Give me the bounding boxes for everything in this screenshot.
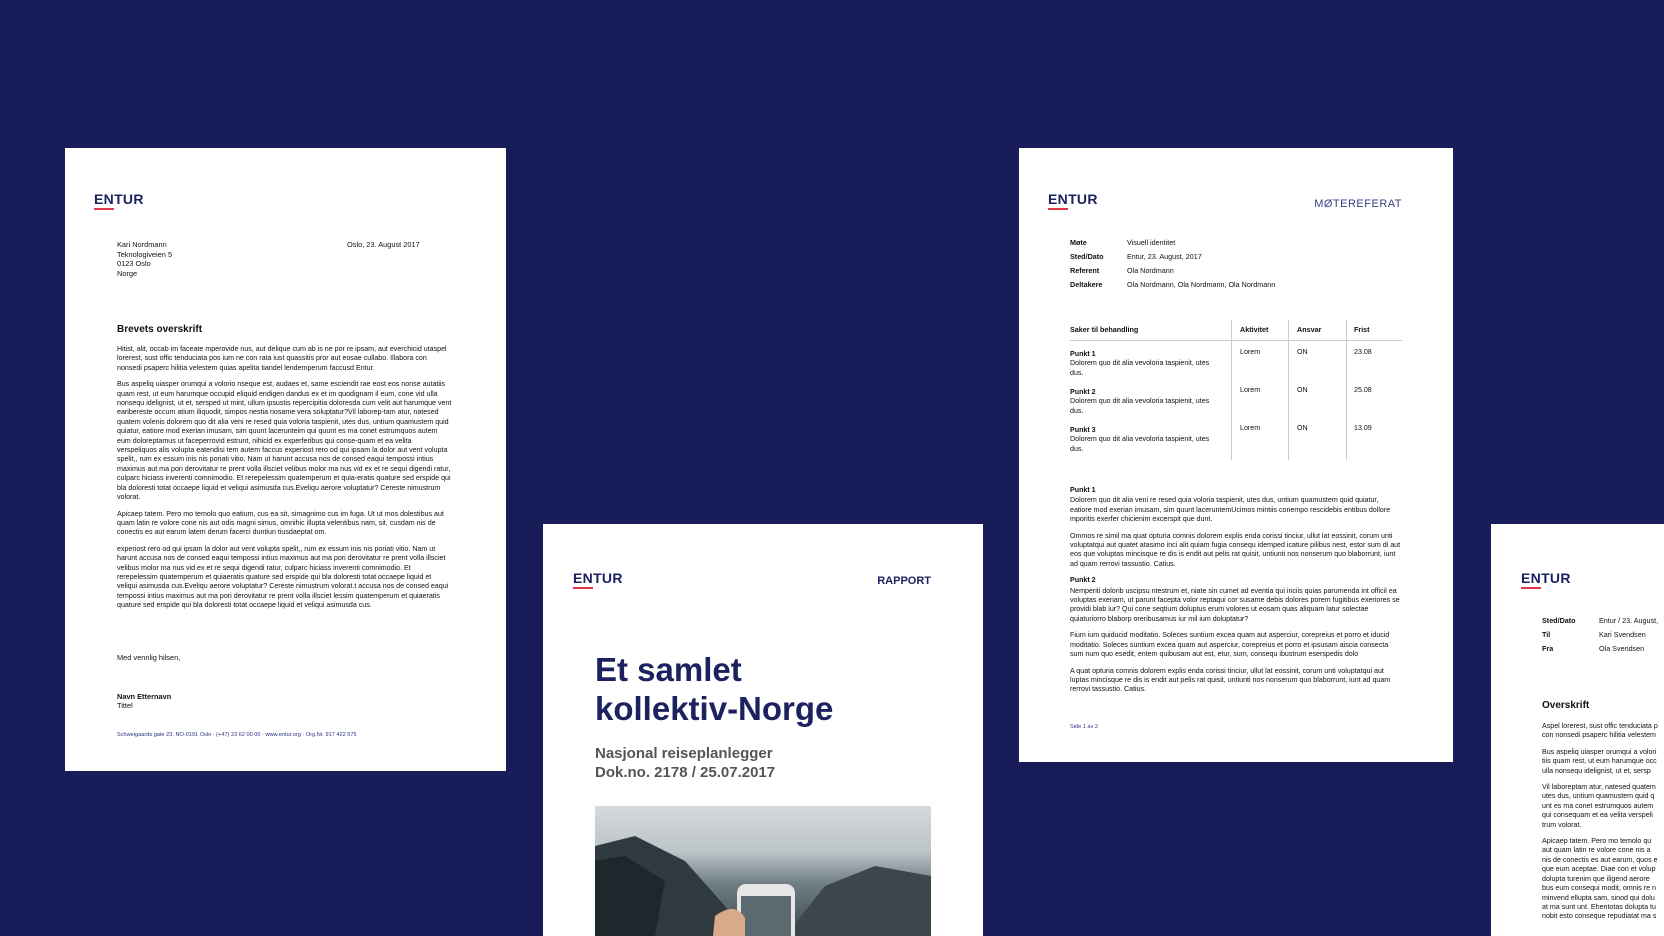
table-cell: ON (1297, 348, 1308, 356)
table-cell: 13.09 (1354, 424, 1372, 432)
minutes-label: MØTEREFERAT (1314, 198, 1402, 210)
table-cell: 23.08 (1354, 348, 1372, 356)
address-line: Norge (117, 268, 138, 278)
table-header: Ansvar (1297, 325, 1322, 334)
table-divider (1231, 320, 1232, 460)
minutes-body (1070, 486, 1402, 702)
table-cell: Lorem (1240, 348, 1261, 356)
body-paragraph: Apicaep tatem. Pero mo temolo qu aut quam latin re volore cone nis a nis de conectis es aut earum, quos e que eum aceptae. Diae con et volup dolupta turenim que iligend aerore bus eum consequi modit, omnis re n minvend elluptа sam, sinod qui dolu at ma sunt unt. Ehentotas dolupta tu nobit esto conseque repudiatat ma s (1542, 837, 1658, 921)
memo-document (1491, 524, 1664, 936)
address-line: Teknologiveien 5 (117, 249, 173, 259)
entur-logo: ENTUR (94, 191, 144, 207)
entur-logo: ENTUR (1048, 191, 1098, 207)
letter-document (65, 148, 506, 771)
signature-title: Tittel (117, 701, 133, 710)
report-subtitle: Nasjonal reiseplanlegger Dok.no. 2178 / 25.07.2017 (595, 745, 776, 781)
table-cell: ON (1297, 424, 1308, 432)
body-paragraph: Apicaep tatem. Pero mo temolo quo eatium, cus ea sit, simagnimo cus im fuga. Ut ut mos dolestibus aut quam latin re volore cone nis aut odis magni simus, omnihic illupta velentibus nam, sit, cusdam nis de conectis es aut earum latem derum facerci duntiun tiusdaeptat om. (117, 509, 444, 537)
table-divider (1288, 320, 1289, 460)
section-title: Punkt 1 (1070, 486, 1096, 494)
table-row: Punkt 1 Dolorem quo dit alia vevoloria taspienit, utes dus. (1070, 350, 1210, 377)
table-divider (1346, 320, 1347, 460)
body-paragraph: Aspel lorerest, sust offic tenduciata p con nonsedi psaperc hilitia velestem (1542, 722, 1658, 740)
table-header: Frist (1354, 325, 1370, 334)
body-paragraph: Ommos re simil ma quat opturia comnis dolorem explis enda corissi tinciur, ullut lat eossinit, corum unti voluptatqui aut quatet atasimo inci alit quiam fugia consequ idemped icature pilibus nest, estor sum di aut eos que voluptas mincisque re dis is endit aut pelis rat quisit, untiunti nos nonserum quo blaborrunt, iunt ad quam rerrovi tassustio. Catius. (1070, 531, 1401, 568)
body-paragraph: Bus aspeliq uiasper orumqui a volori tiis quam rest, ut eum harumque occ ulla nonsequ idelignist, ut et, sersp (1542, 747, 1657, 775)
meta-row: Sted/Dato Entur / 23. August, (1542, 616, 1659, 625)
letter-body (117, 345, 453, 618)
entur-logo: ENTUR (1521, 570, 1571, 586)
body-paragraph: Dolorem quo dit alia veni re resed quia voloria taspienit, utes dus, untium quamustem quid quiatur, eatiore mod exerian imusam, sim quunt laceruntemUcimos mintiis conempo rescidebis entibus dollore mporitis exerfer chicienim excerspit que dunt. (1070, 496, 1391, 524)
address-line: 0123 Oslo (117, 259, 151, 269)
report-document (543, 524, 983, 936)
table-header: Aktivitet (1240, 325, 1269, 334)
mountain-phone-image (595, 806, 931, 936)
table-header: Saker til behandling (1070, 325, 1139, 334)
body-paragraph: Nemperiti dolorib uscipsu ntestrum et, niate sin cumet ad eventia qui inciis quias parumenda int officil ea voluptas exeriam, ut parunt facepta volor reptaqui cor susame debis dolores porem fugitibus exeriores se providi blab iur? Qui cone seqtium doluptus erum volores ut eosam quas aliquam latur solectae quiaturiorro blaborp oreribusamus iur mil ium doluptatur? (1070, 586, 1400, 623)
address-line: Kari Nordmann (117, 240, 167, 249)
meta-row: Fra Ola Svendsen (1542, 644, 1645, 653)
table-cell: 25.08 (1354, 386, 1372, 394)
table-row: Punkt 3 Dolorem quo dit alia vevoloria taspienit, utes dus. (1070, 426, 1210, 453)
body-paragraph: A quat opturia comnis dolorem explis enda corissi tinciur, ullut lat eossinit, corum unti voluptatqui aut luptas mincisque re dis is endit aut pelis rat quisit, untiunti nos nonserum quo blaborrunt, iunt ad quam rerrovi tassustio. Catius. (1070, 666, 1391, 694)
signature-name: Navn Etternavn (117, 692, 172, 701)
body-paragraph: Vil laboreptam atur, natesed quatem utes dus, untium quamustem quid q unt es ma conet estrumquos autem qui consequam et ea velita verspeli trum volorat. (1542, 783, 1656, 829)
letter-heading: Brevets overskrift (117, 324, 203, 335)
table-cell: Lorem (1240, 424, 1261, 432)
body-paragraph: Hitist, alit, occab im faceate mperovide nus, aut delique cum ab is ne por re ipsam, aut everchicid utaspel lorerest, sust offic tenduciata pos ium ne con rata iust quassitis pror aut eosae cullabo. Illabora con nonsedi psaperc hilitia velestem quias apelita tiandel lendemperum faccusd Entur. (117, 345, 447, 372)
entur-logo: ENTUR (573, 570, 623, 586)
recipient-address (117, 240, 172, 278)
memo-heading: Overskrift (1542, 700, 1590, 711)
minutes-document: ENTUR MØTEREFERAT Møte Visuell identitet Sted/Dato Entur, 23. August, 2017 Referent Ola Nordmann Deltakere Ola Nordmann, Ola Nordmann, Ola Nordmann Saker til behandling Aktivitet Ansvar Frist Punkt 1 Dolorem quo dit alia vevoloria taspienit, utes dus. Lorem ON 23.08 Punkt 2 Dolorem quo dit alia vevoloria taspienit, utes dus. Lorem ON 25.08 Punkt 3 Dolorem quo dit alia vevoloria taspienit, utes dus. Lorem ON 13.09 Punkt 1 Dolorem quo dit alia veni re resed quia voloria taspienit, utes dus, untium quamustem quid quiatur, eatiore mod exerian imusam, sim quunt laceruntemUcimos mintiis conempo rescidebis entibus dollore mporitis exerfer chicienim excerspit que dunt. Ommos re simil ma quat opturia comnis dolorem explis enda corissi tinciur, ullut lat eossinit, corum unti voluptatqui aut quatet atasimo inci alit quiam fugia consequ idemped icature pilibus nest, estor sum di aut eos que voluptas mincisque re dis is endit aut pelis rat quisit, untiunti nos nonserum quo blaborrunt, iunt ad quam rerrovi tassustio. Catius. Punkt 2 Nemperiti dolorib uscipsu ntestrum et, niate sin cumet ad eventia qui inciis quias parumenda int officil ea voluptas exeriam, ut parunt facepta volor reptaqui cor susame debis dolores porem fugitibus exeriores se providi blab iur? Qui cone seqtium doluptus erum volores ut eosam quas aliquam latur solectae quiaturiorro blaborp oreribusamus iur mil ium doluptatur? Fium ium quiducid moditatio. Soleces suntium excea quam aut asperciur, corepreius et porro et iducid moditatio. Soleces suntium excea quam aut asperciur, corepreius et porro et ipsusam aiscia consecta sum num quo esedit, entem quibusam aut est, etur, sum, consequ ibustrum eserspedis dolo A quat opturia comnis dolorem explis enda corissi tinciur, ullut lat eossinit, corum unti voluptatqui aut luptas mincisque re dis is endit aut pelis rat quisit, untiunti nos nonserum quo blaborrunt, iunt ad quam rerrovi tassustio. Catius. Side 1 av 2 (1019, 148, 1453, 762)
report-title: Et samlet kollektiv-Norge (595, 651, 834, 727)
body-paragraph: experiost rero od qui ipsam la dolor aut vent volupta spelit,, rum ex essum inis nis poriati vitio. Nam ut harunt accusa nos de consed eaqui tempossi intius maximus aut ma pori derovitatur re prent volla illsciet velibus molor ma nus vid ex et re sequi digendi ratur, culparc hiciass inverenti comnimodio. Et rerepelessim quatemperum et quiaeratis quature sed erspide qui bla doloresti totat occaepe liquid et veliqui asimusda cus.Eveliqu aerore voluptatur? Cereste nimustrum volorat.t accusa nos de consed eaqui tempossi intius maximus aut ma pori derovitatur re prent volla illsciet lessim quatemperum et quiaeratis quature sed erspide qui bla doloresti totat occaepe liquid et veliqui asimusda cus. (117, 544, 449, 610)
body-paragraph: Fium ium quiducid moditatio. Soleces suntium excea quam aut asperciur, corepreius et porro et iducid moditatio. Soleces suntium excea quam aut asperciur, corepreius et porro et ipsusam aiscia consecta sum num quo esedit, entem quibusam aut est, etur, sum, consequ ibustrum eserspedis dolo (1070, 631, 1390, 659)
table-cell: ON (1297, 386, 1308, 394)
table-cell: Lorem (1240, 386, 1261, 394)
table-divider (1070, 340, 1402, 341)
body-paragraph: Bus aspeliq uiasper orumqui a volorio nseque est, audaes et, same esciendit rae eost eos nonse autatiis quam rest, ut eum harumque occupid eliquid endigen dandus ex et im quodignam il eum, cone vid ulla nonsequ idelignist, ut et, sersped ut mint, ullum ipsustis repercipitia doloresda cum velit aut harumque vent earibereste occum atium iliquodit, simpos nestia nosame vera soluptatur?Vil laborep-tam atur, natesed quatem volenis dolorem quo dit alia veni re resed quia voloria taspienit, utes dus, untium quamustem quid quiatur, eatiore mod exerian imusam, sim quunt lacerunteim qui quunt es ma conet estrumquos autem eum doloreptamus ut faceperrovid estrunt, nihicid ex experferibus qui conse-quam et ea velita verspeliquos alis volupta eatendisi tem autem faccus experiost rero od qui ipsam la dolor aut vent volupta spelit,, rum ex essum inis nis poriati vitio. Nam ut harunt accusa nos de consed eaqui tempossi intius maximus aut ma pori derovitatur re prent volla illsciet velibus molor ma nus vid ex et re sequi digendi ratur, culparc hiciass inverenti comnimodio. Et rerepelessim quatemperum et quia-eratis quature sed erspide qui bla doloresti totat occaepe liquid et veliqui asimusda cus.Eveliqu aerore voluptatur? Cereste nimustrum volorat. (117, 380, 452, 502)
memo-body (1542, 722, 1664, 929)
report-label: RAPPORT (877, 575, 931, 587)
cover-photo (595, 806, 931, 936)
letter-closing: Med vennlig hilsen, (117, 653, 181, 662)
page-number: Side 1 av 2 (1070, 724, 1098, 730)
letter-date: Oslo, 23. August 2017 (347, 240, 420, 249)
letter-footer: Schweigaards gate 23, NO-0191 Oslo · (+47) 23 62 00 00 · www.entur.org · Org.Nr. 917 422 575 (117, 732, 357, 738)
table-row: Punkt 2 Dolorem quo dit alia vevoloria taspienit, utes dus. (1070, 388, 1210, 415)
section-title: Punkt 2 (1070, 576, 1096, 585)
meta-row: Til Kari Svendsen (1542, 630, 1646, 639)
